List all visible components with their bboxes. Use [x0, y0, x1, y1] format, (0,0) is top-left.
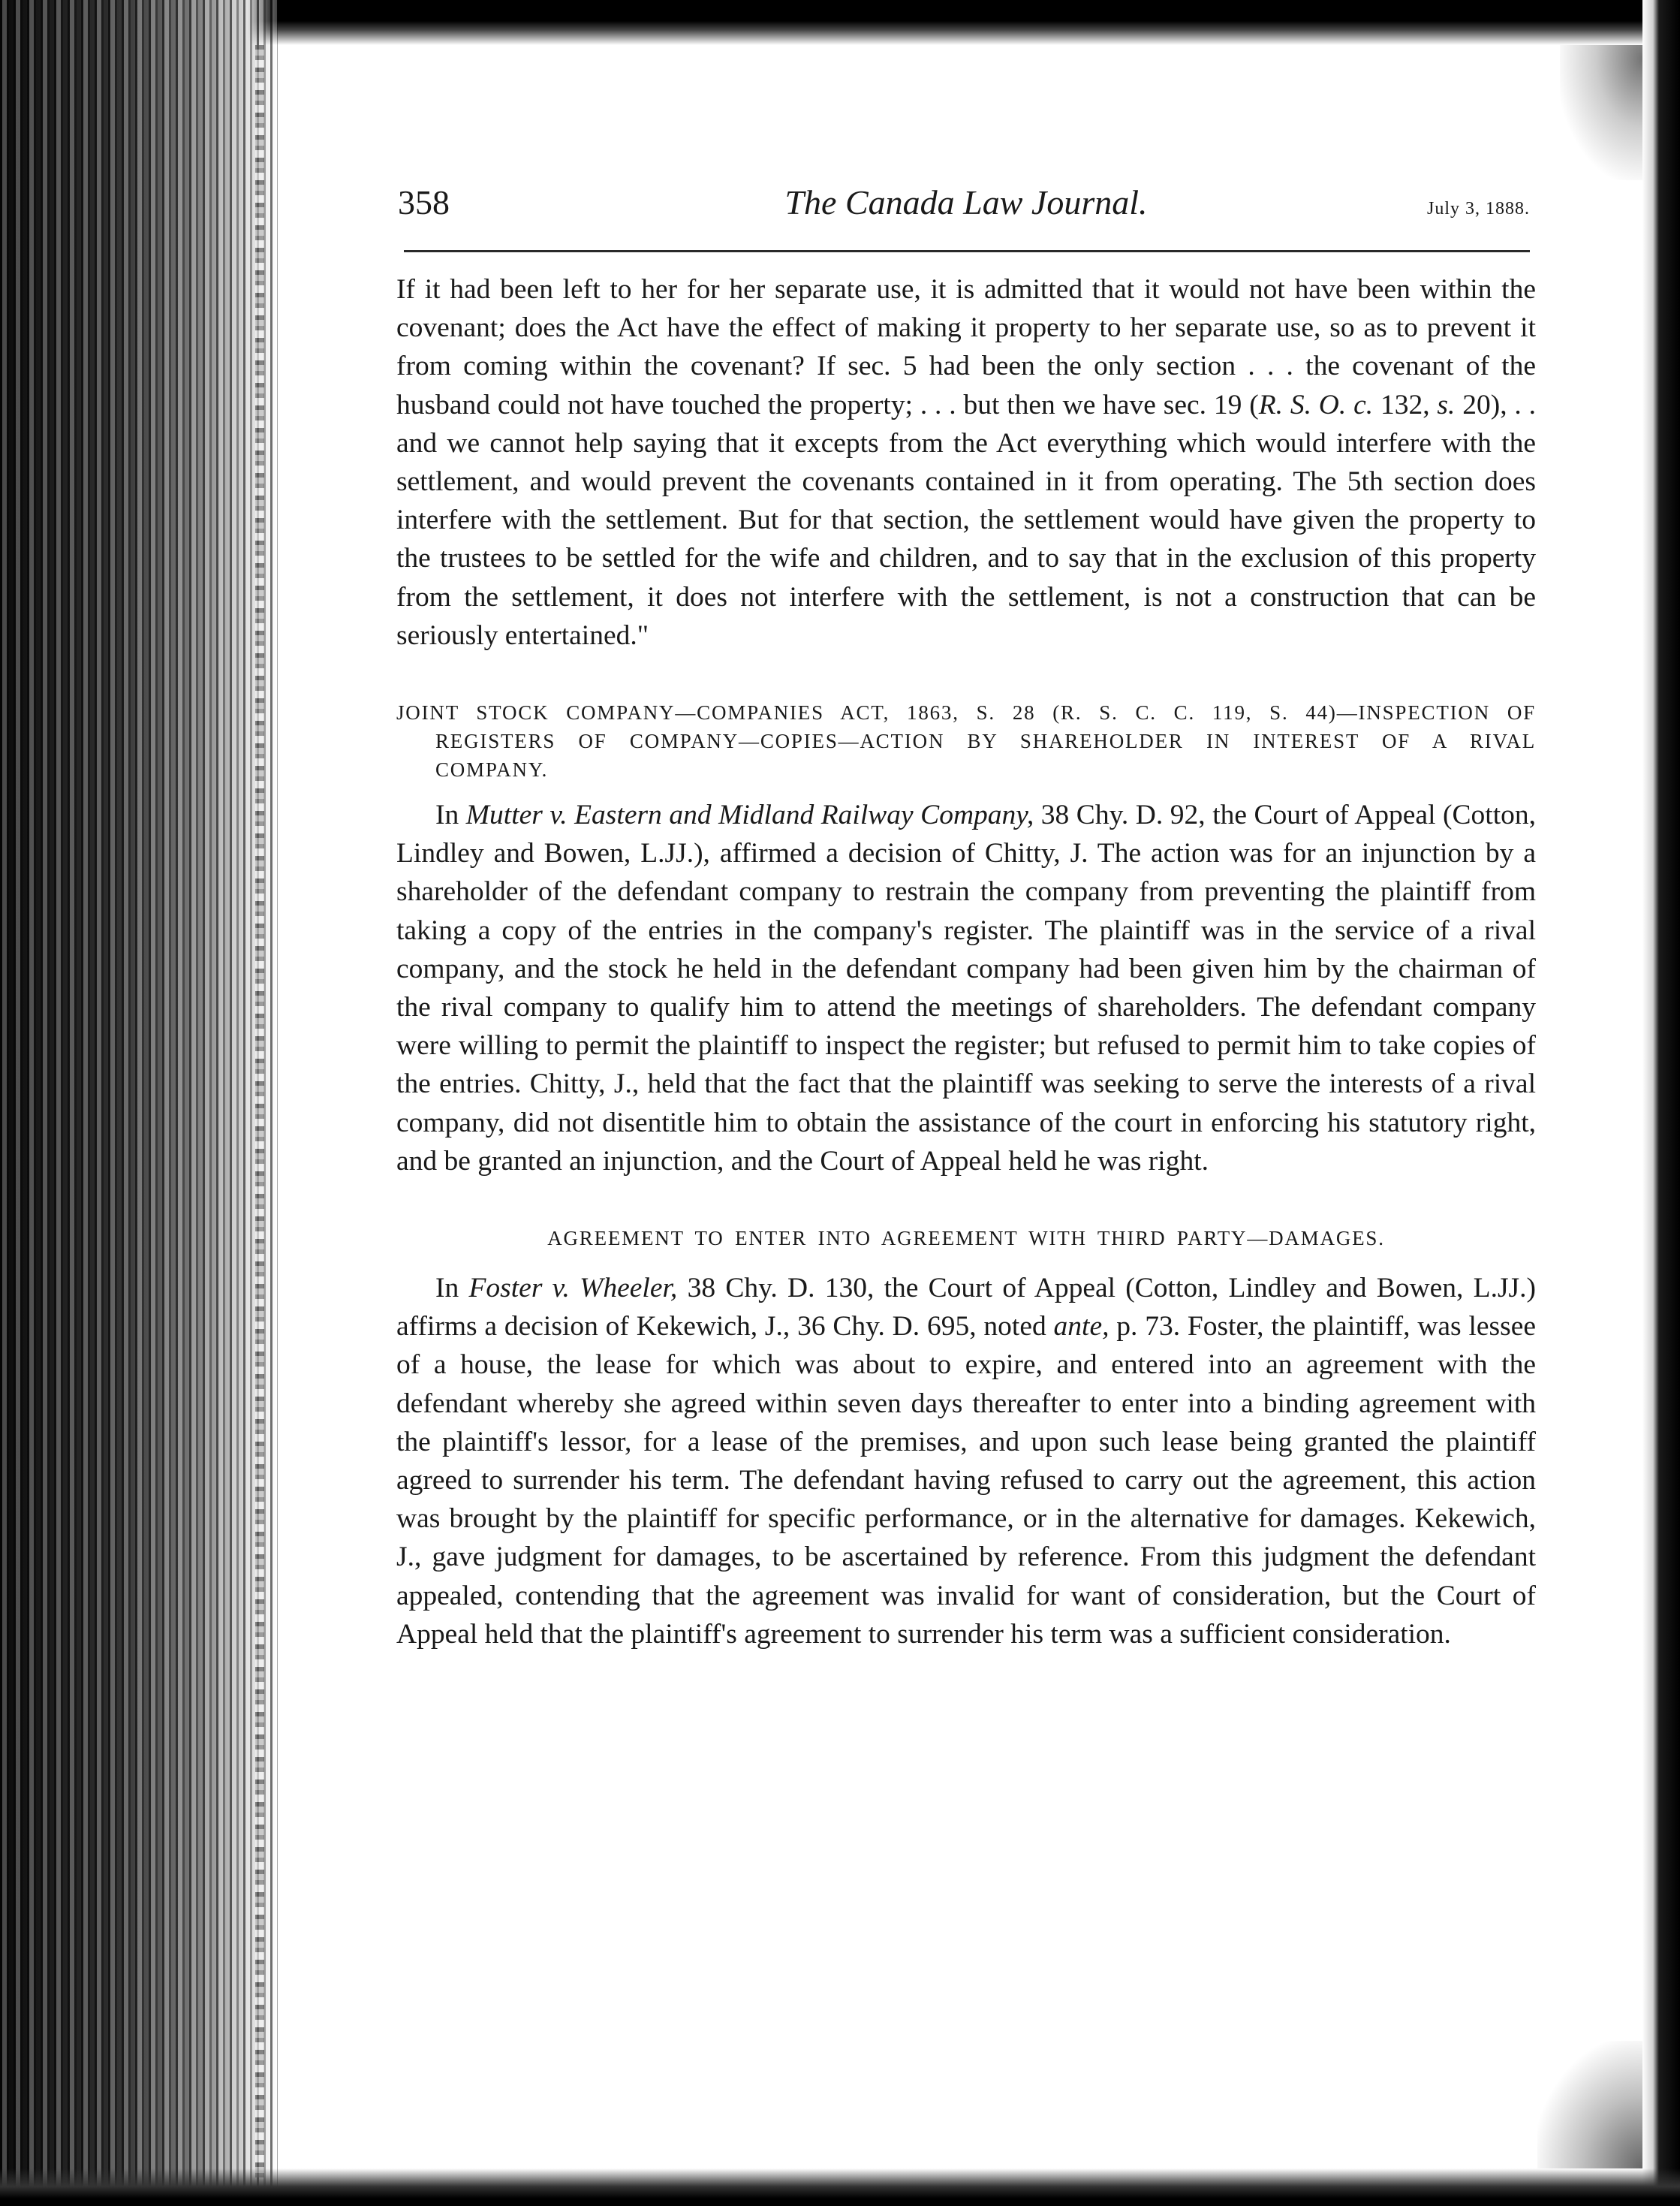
scan-edge-right: [1642, 0, 1680, 2206]
para3-body-b: p. 73. Foster, the plaintiff, was lessee of a house, the lease for which was about to expire, and entered into an agreement with the defendant whereby she agreed within seven days thereafter to enter into a binding agreement with the plaintiff's lessor, for a lease of the premises, and upon such lease being granted the plaintiff agreed to surrender his term. The defendant having refused to carry out the agreement, this action was brought by the plaintiff for specific performance, or in the alternative for damages. Kekewich, J., gave judgment for damages, to be ascertained by reference. From this judgment the defendant appealed, contending that the agreement was invalid for want of consideration, but the Court of Appeal held that the plaintiff's agreement to surrender his term was a sufficient consideration.: [396, 1311, 1536, 1650]
para1-text-b: 132,: [1373, 389, 1438, 420]
para3-body-a: 38 Chy. D. 130, the Court of Appeal (Cotton, Lindley and Bowen, L.JJ.) affirms a decision of Kekewich, J., 36 Chy. D. 695, noted: [396, 1273, 1536, 1343]
foster-case-paragraph: [396, 1269, 1536, 1653]
mutter-case-paragraph: [396, 796, 1536, 1180]
header-rule: [404, 250, 1530, 252]
para2-body: 38 Chy. D. 92, the Court of Appeal (Cotton, Lindley and Bowen, L.JJ.), affirmed a decision of Chitty, J. The action was for an injunction by a shareholder of the defendant company to restrain the company from preventing the plaintiff from taking a copy of the entries in the company's register. The plaintiff was in the service of a rival company, and the stock he held in the defendant company had been given him by the chairman of the rival company to qualify him to attend the meetings of shareholders. The defendant company were willing to permit the plaintiff to inspect the register; but refused to permit him to take copies of the entries. Chitty, J., held that the fact that the plaintiff was seeking to serve the interests of a rival company, did not disentitle him to obtain the assistance of the court in enforcing his statutory right, and be granted an injunction, and the Court of Appeal held he was right.: [396, 800, 1536, 1177]
scan-corner-shadow-top: [1560, 45, 1642, 180]
journal-page: [396, 176, 1536, 1653]
ante-reference: ante,: [1053, 1311, 1109, 1343]
case-name-mutter: Mutter v. Eastern and Midland Railway Company,: [465, 800, 1034, 831]
issue-date: July 3, 1888.: [1426, 199, 1530, 218]
section-heading-joint-stock: JOINT STOCK COMPANY—COMPANIES ACT, 1863, S. 28 (R. S. C. C. 119, S. 44)—INSPECTION OF REGISTERS OF COMPANY—COPIES—ACTION BY SHAREHOLDER IN INTEREST OF A RIVAL COMPANY.: [396, 701, 1536, 782]
scan-corner-shadow-bottom: [1537, 2041, 1642, 2168]
journal-title: The Canada Law Journal.: [784, 183, 1148, 222]
statute-citation: R. S. O. c.: [1258, 389, 1374, 420]
case-name-foster: Foster v. Wheeler,: [468, 1273, 678, 1304]
quoted-judgment-paragraph: [396, 270, 1536, 655]
section-abbreviation: s.: [1437, 389, 1456, 420]
para2-prefix: In: [435, 800, 466, 831]
scan-edge-bottom: [0, 2168, 1680, 2206]
scan-edge-left: [0, 0, 278, 2206]
para1-text-c: 20), . . and we cannot help saying that it excepts from the Act everything which would interfere with the settlement, and would prevent the covenants contained in it from operating. The 5th section does interfere with the settlement. But for that section, the settlement would have given the property to the trustees to be settled for the wife and children, and to say that in the exclusion of this property from the settlement, it does not interfere with the settlement, is not a construction that can be seriously entertained.": [396, 389, 1536, 651]
para1-text-a: If it had been left to her for her separate use, it is admitted that it would not have been within the covenant; does the Act have the effect of making it property to her separate use, so as to prevent it from coming within the covenant? If sec. 5 had been the only section . . . the covenant of the husband could not have touched the property; . . . but then we have sec. 19 (: [396, 274, 1536, 420]
scan-binding-shadow: [255, 45, 264, 2177]
para3-prefix: In: [435, 1273, 469, 1304]
page-number: 358: [398, 183, 450, 222]
running-header: [396, 176, 1536, 244]
section-heading-agreement: AGREEMENT TO ENTER INTO AGREEMENT WITH THIRD PARTY—DAMAGES.: [547, 1227, 1385, 1250]
